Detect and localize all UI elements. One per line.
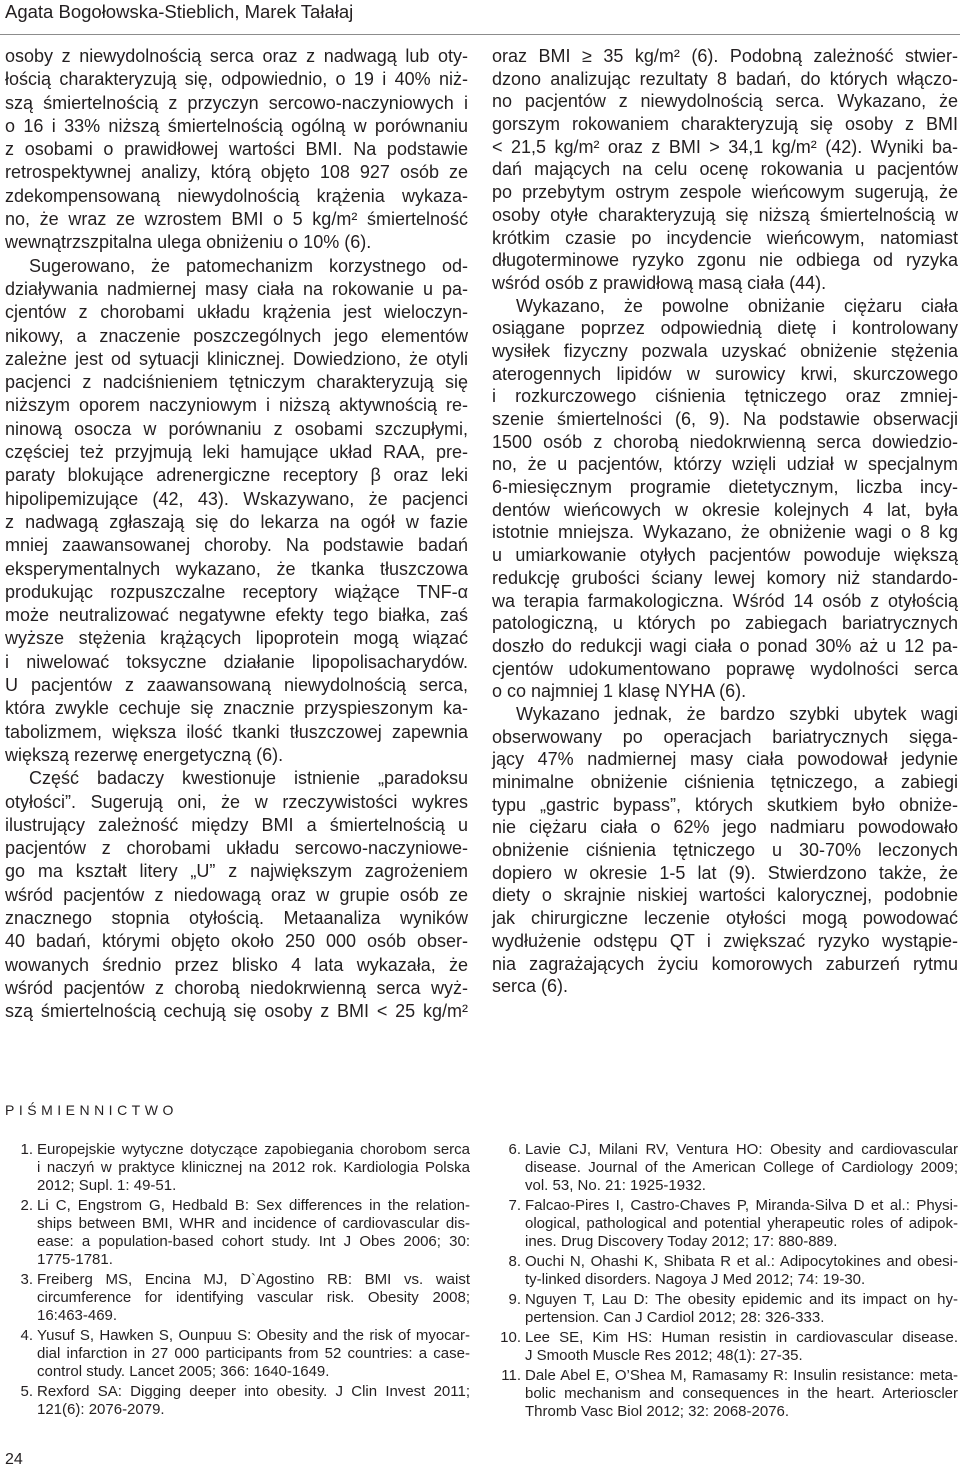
reference-text: [525, 1141, 958, 1195]
text-line: jący 47% nadmiernej masy ciała powodował jedynie: [492, 749, 958, 770]
text-line: u umiarkowanie otyłych pacjentów powoduje większą: [492, 545, 958, 566]
reference-line: Freiberg MS, Encina MJ, D`Agostino RB: BMI vs. waist: [37, 1271, 470, 1288]
text-line: dzono analizując rezultaty 8 badań, do których włączo-: [492, 68, 958, 89]
text-line: wysiłek fizyczny pozwala uzyskać obniżenie stężenia: [492, 340, 958, 361]
text-line: oraz BMI ≥ 35 kg/m² (6). Podobną zależność stwier-: [492, 46, 958, 66]
reference-item: [490, 1367, 958, 1421]
reference-item: [490, 1329, 958, 1365]
text-line: mniej zaawansowanej choroby. Na podstawie badań: [5, 535, 468, 556]
reference-line: ological, pathological and potential yherapeutic roles of adipok-: [525, 1215, 958, 1232]
text-line: o 16 i 33% niższą śmiertelnością ogólną w porównaniu: [5, 115, 468, 136]
text-line: szą śmiertelnością z przyczyn sercowo-naczyniowych i: [5, 92, 468, 113]
reference-text: [37, 1141, 470, 1195]
paragraph: [5, 767, 468, 1023]
text-line: częściej też przyjmują leki hamujące układ RAA, pre-: [5, 442, 468, 463]
text-line: ninową osocza w porównaniu z osobami szczupłymi,: [5, 418, 468, 439]
text-line: która zwykle cechuje się znacznie przyspieszonym ka-: [5, 698, 468, 719]
reference-line: pertension. Can J Cardiol 2012; 28: 326-333.: [525, 1309, 825, 1326]
reference-line: 2012; Supl. 1: 49-51.: [37, 1177, 177, 1194]
text-line: nie ciężaru ciała o 62% jego nadmiaru powodowało: [492, 817, 958, 838]
reference-number: 8.: [508, 1253, 521, 1270]
text-line: może neutralizować negatywne efekty tego białka, zaś: [5, 605, 468, 626]
reference-item: [5, 1141, 471, 1195]
text-line: typu „gastric bypass”, których skutkiem było obniże-: [492, 794, 958, 815]
reference-text: [37, 1327, 470, 1381]
text-line: wśród pacjentów z chorobą niedokrwienną serca wyż-: [5, 977, 468, 998]
page-number: 24: [5, 1451, 23, 1468]
reference-line: disease. Journal of the American College of Cardiology 2009;: [525, 1159, 958, 1176]
reference-number: 3.: [20, 1271, 33, 1288]
text-line: obserwowany po operacjach bariatrycznych sięga-: [492, 726, 958, 747]
reference-line: 121(6): 2076-2079.: [37, 1401, 165, 1418]
text-line: 6-miesięcznym programie dietetycznym, liczba incy-: [492, 477, 958, 498]
text-line: i rozkurczowego ciśnienia tętniczego oraz zmniej-: [492, 386, 958, 407]
text-line: dentów wieńcowych w okresie kolejnych 4 lat, była: [492, 499, 958, 520]
header-rule: [0, 34, 960, 35]
reference-line: ines. Drug Discovery Today 2012; 17: 880-889.: [525, 1233, 838, 1250]
text-line: wydłużenie odstępu QT i zwiększać ryzyko wystąpie-: [492, 930, 958, 951]
text-line: paraty blokujące adrenergiczne receptory β oraz leki: [5, 465, 468, 486]
reference-text: [525, 1329, 958, 1365]
reference-number: 10.: [500, 1329, 521, 1346]
text-line: pacjenci z nadciśnieniem tętniczym charakteryzują się: [5, 372, 468, 393]
text-line: otyłości”. Sugerują oni, że w rzeczywistości wykres: [5, 791, 468, 812]
text-line: zdekompensowaną niewydolnością krążenia wykaza-: [5, 185, 468, 206]
reference-line: ease: a population-based cohort study. Int J Obes 2006; 30:: [37, 1233, 470, 1250]
reference-line: J Smooth Muscle Res 2012; 48(1): 27-35.: [525, 1347, 803, 1364]
reference-number: 1.: [20, 1141, 33, 1158]
body-column-left: [5, 45, 468, 1023]
reference-line: vol. 53, No. 21: 1925-1932.: [525, 1177, 706, 1194]
text-line: Sugerowano, że patomechanizm korzystnego od-: [29, 255, 468, 276]
reference-line: Yusuf S, Hawken S, Ounpuu S: Obesity and the risk of myocar-: [37, 1327, 470, 1344]
text-line: diety o skrajnie niskiej wartości kalorycznej, podobnie: [492, 885, 958, 906]
text-line: 40 badań, którymi objęto około 250 000 osób obser-: [5, 931, 468, 952]
text-line: nia zagrażających życiu komorowych zaburzeń rytmu: [492, 953, 958, 974]
text-line: nikowy, a znaczenie poszczególnych jego elementów: [5, 325, 468, 346]
text-line: Wykazano, że powolne obniżanie ciężaru ciała: [516, 295, 958, 316]
text-line: hipolipemizujące (42, 43). Wskazywano, że pacjenci: [5, 488, 468, 509]
text-line: doszło do redukcji wagi ciała o ponad 30% aż u 12 pa-: [492, 635, 958, 656]
text-line: szą śmiertelnością cechują się osoby z BMI < 25 kg/m²: [5, 1001, 468, 1022]
reference-item: [490, 1141, 958, 1195]
text-line: i niwelować toksyczne działanie lipopolisacharydów.: [5, 651, 468, 672]
reference-line: ships between BMI, WHR and incidence of cardiovascular dis-: [37, 1215, 470, 1232]
text-line: niższym oporem naczyniowym i niższą aktywnością re-: [5, 395, 468, 416]
paragraph: [492, 45, 958, 295]
reference-number: 11.: [501, 1367, 521, 1384]
reference-number: 6.: [508, 1141, 521, 1158]
text-line: osoby otyłe charakteryzują się niższą śmiertelnością w: [492, 204, 958, 225]
text-line: zależne jest od sytuacji klinicznej. Dowiedziono, że otyli: [5, 348, 468, 369]
reference-number: 5.: [20, 1383, 33, 1400]
reference-text: [37, 1383, 470, 1419]
reference-line: Li C, Engstrom G, Hedbald B: Sex differences in the relation-: [37, 1197, 470, 1214]
reference-line: 1775-1781.: [37, 1251, 113, 1268]
text-line: cjentów udokumentowano poprawę wydolności serca: [492, 658, 958, 679]
text-line: z nadwagą zgłaszają się do lekarza na ogół w fazie: [5, 511, 468, 532]
reference-item: [490, 1253, 958, 1289]
reference-text: [37, 1271, 470, 1325]
text-line: minimalne obniżenie ciśnienia tętniczego, a zabiegi: [492, 772, 958, 792]
text-line: wa terapia farmakologiczna. Wśród 14 osób z otyłością: [492, 590, 958, 611]
text-line: działywania nadmiernej masy ciała na rokowanie u pa-: [5, 278, 468, 299]
reference-text: [525, 1253, 958, 1289]
running-header-authors: Agata Bogołowska-Stieblich, Marek Tałałaj: [5, 1, 354, 22]
reference-line: Europejskie wytyczne dotyczące zapobiegania chorobom serca: [37, 1141, 470, 1158]
text-line: osoby z niewydolnością serca oraz z nadwagą lub oty-: [5, 46, 468, 66]
text-line: tabolizmem, większa ilość tkanki tłuszczowej zapewnia: [5, 721, 468, 742]
text-line: go ma kształt litery „U” z największym zagrożeniem: [5, 861, 468, 882]
text-line: o co najmniej 1 klasę NYHA (6).: [492, 681, 747, 702]
text-line: wewnątrzszpitalna ulega obniżeniu o 10% (6).: [5, 232, 372, 253]
reference-line: Dale Abel E, O’Shea M, Ramasamy R: Insulin resistance: meta-: [525, 1367, 958, 1384]
reference-item: [5, 1383, 471, 1419]
text-line: serca (6).: [492, 976, 569, 997]
reference-line: Ouchi N, Ohashi K, Shibata R et al.: Adipocytokines and obesi-: [525, 1253, 958, 1270]
references-list-left: [5, 1141, 471, 1421]
references-heading: PIŚMIENNICTWO: [5, 1102, 178, 1118]
reference-line: Rexford SA: Digging deeper into obesity. J Clin Invest 2011;: [37, 1383, 470, 1400]
text-line: no pacjentów z niewydolnością serca. Wykazano, że: [492, 91, 958, 112]
reference-item: [5, 1327, 471, 1381]
reference-line: dial infarction in 27 000 participants from 52 countries: a case-: [37, 1345, 470, 1362]
reference-line: Thromb Vasc Biol 2012; 32: 2068-2076.: [525, 1403, 790, 1420]
text-line: 1500 osób z chorobą niedokrwienną serca dowiedzio-: [492, 431, 958, 452]
reference-line: 16:463-469.: [37, 1307, 118, 1324]
reference-item: [490, 1291, 958, 1327]
text-line: pacjentów z chorobami układu sercowo-naczyniowe-: [5, 838, 468, 859]
reference-number: 9.: [508, 1291, 521, 1308]
paragraph: [5, 45, 468, 255]
reference-text: [525, 1197, 958, 1251]
paragraph: [492, 295, 958, 703]
text-line: U pacjentów z zaawansowaną niewydolnością serca,: [5, 675, 468, 696]
text-line: istotnie mniejsza. Wykazano, że obniżenie wagi o 8 kg: [492, 522, 958, 543]
text-line: < 21,5 kg/m² oraz z BMI > 34,1 kg/m² (42). Wyniki ba-: [492, 136, 958, 157]
text-line: dopiero w okresie 1-5 lat (9). Stwierdzono także, że: [492, 862, 958, 883]
reference-line: circumference for identifying vascular risk. Obesity 2008;: [37, 1289, 470, 1306]
reference-line: i naczyń w praktyce klinicznej na 2012 rok. Kardiologia Polska: [37, 1159, 470, 1176]
reference-item: [490, 1197, 958, 1251]
text-line: krótkim czasie po incydencie wieńcowym, natomiast: [492, 227, 958, 248]
text-line: wśród osób z prawidłową masą ciała (44).: [492, 272, 827, 293]
paragraph: [492, 703, 958, 998]
text-line: retrospektywnej analizy, którą objęto 108 927 osób ze: [5, 162, 468, 183]
paragraph: [5, 255, 468, 768]
text-line: cjentów z chorobami układu krążenia jest wieloczyn-: [5, 302, 468, 323]
text-line: Wykazano jednak, że bardzo szybki ubytek wagi: [516, 703, 958, 724]
reference-text: [525, 1291, 958, 1327]
text-line: szenie śmiertelności (6, 9). Na podstawie obserwacji: [492, 409, 958, 429]
text-line: eksperymentalnych wykazano, że tkanka tłuszczowa: [5, 558, 468, 579]
reference-line: Lee SE, Kim HS: Human resistin in cardiovascular disease.: [525, 1329, 958, 1346]
text-line: patologiczną, u których po zabiegach bariatrycznych: [492, 613, 958, 634]
text-line: wowanych średnio przez blisko 4 lata wykazała, że: [5, 954, 468, 975]
text-line: osiągane poprzez odpowiednią dietę i kontrolowany: [492, 318, 958, 339]
reference-line: Falcao-Pires I, Castro-Chaves P, Miranda-Silva D et al.: Physi-: [525, 1197, 958, 1214]
text-line: no, że u pacjentów, którzy wzięli udział w specjalnym: [492, 454, 958, 475]
references-list-right: [490, 1141, 958, 1423]
text-line: no, że wraz ze wzrostem BMI o 5 kg/m² śmiertelność: [5, 209, 468, 230]
text-line: ilustrujący zależność między BMI a śmiertelnością u: [5, 814, 468, 835]
reference-text: [37, 1197, 470, 1269]
text-line: dań mających na celu ocenę rokowania u pacjentów: [492, 159, 958, 180]
text-line: długoterminowe ryzyko zgonu nie odbiega od ryzyka: [492, 250, 958, 271]
text-line: gorszym rokowaniem charakteryzują się osoby z BMI: [492, 114, 958, 135]
reference-line: Nguyen T, Lau D: The obesity epidemic and its impact on hy-: [525, 1291, 958, 1308]
text-line: obniżenie ciśnienia tętniczego u 30-70% leczonych: [492, 840, 958, 861]
reference-line: ty-linked disorders. Nagoya J Med 2012; 74: 19-30.: [525, 1271, 866, 1288]
text-line: wśród pacjentów z niedowagą oraz w grupie osób ze: [5, 884, 468, 905]
reference-line: bolic mechanism and consequences in the heart. Arterioscler: [525, 1385, 958, 1402]
reference-item: [5, 1197, 471, 1269]
text-line: aterogennych lipidów w surowicy krwi, skurczowego: [492, 363, 958, 384]
text-line: z osobami o prawidłowej wartości BMI. Na podstawie: [5, 139, 468, 160]
reference-number: 4.: [20, 1327, 33, 1344]
reference-number: 7.: [508, 1197, 521, 1214]
reference-text: [525, 1367, 958, 1421]
text-line: Część badaczy kwestionuje istnienie „paradoksu: [29, 768, 468, 789]
reference-line: Lavie CJ, Milani RV, Ventura HO: Obesity and cardiovascular: [525, 1141, 958, 1158]
reference-number: 2.: [20, 1197, 33, 1214]
text-line: znacznego stopnia otyłością. Metaanaliza wyników: [5, 907, 468, 928]
text-line: wyższe stężenia krążących lipoprotein mogą wiązać: [5, 628, 468, 649]
text-line: większą rezerwę energetyczną (6).: [5, 744, 284, 765]
text-line: po przebytym ostrym zespole wieńcowym sugerują, że: [492, 182, 958, 203]
text-line: produkując rozpuszczalne receptory wiążące TNF-α: [5, 581, 468, 602]
text-line: redukcję grubości ściany lewej komory niż standardo-: [492, 567, 958, 588]
text-line: łością charakteryzują się, odpowiednio, o 19 i 40% niż-: [5, 69, 468, 90]
reference-line: control study. Lancet 2005; 366: 1640-1649.: [37, 1363, 330, 1380]
text-line: jak chirurgiczne leczenie otyłości mogą powodować: [492, 908, 958, 929]
body-column-right: [492, 45, 958, 998]
reference-item: [5, 1271, 471, 1325]
